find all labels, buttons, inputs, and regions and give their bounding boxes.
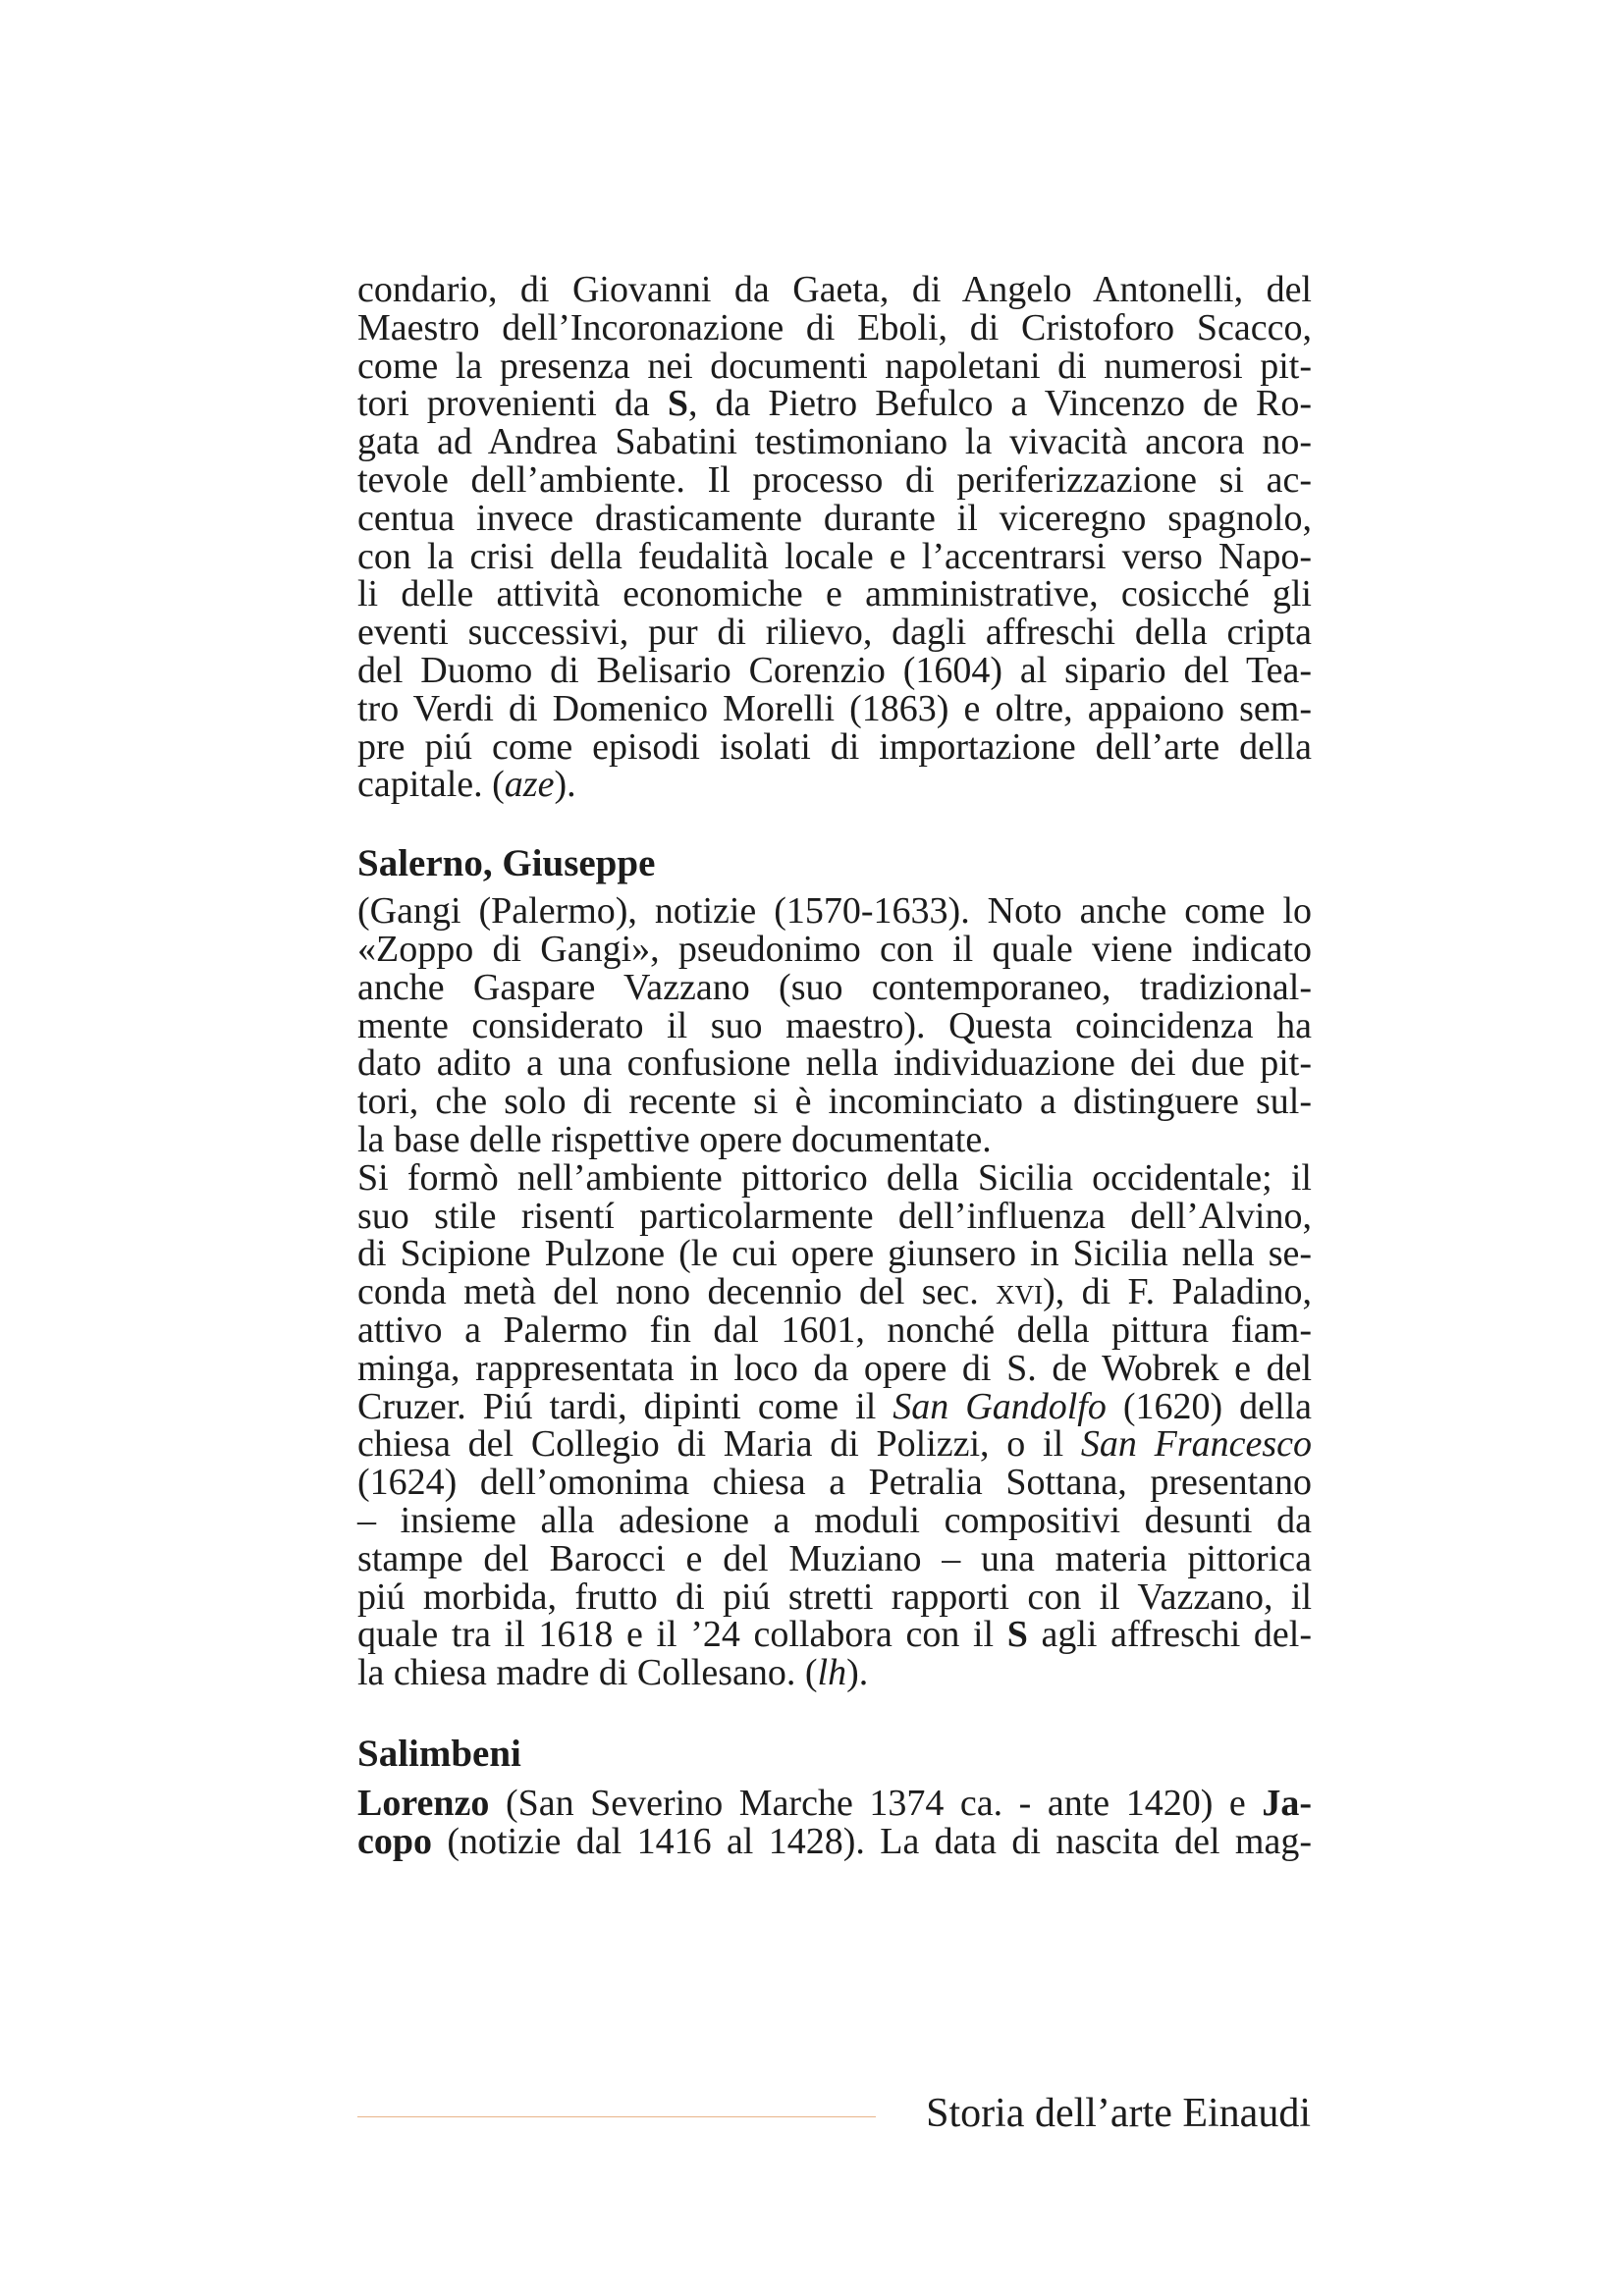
text-span: (notizie dal 1416 al 1428). La data di nascita del mag- bbox=[432, 1820, 1312, 1862]
text-line: eventi successivi, pur di rilievo, dagli affreschi della cripta bbox=[357, 612, 1312, 654]
text-line: «Zoppo di Gangi», pseudonimo con il quale viene indicato bbox=[357, 928, 1312, 970]
text-line: Maestro dell’Incoronazione di Eboli, di Cristoforo Scacco, bbox=[357, 306, 1312, 348]
text-line: Si formò nell’ambiente pittorico della Sicilia occidentale; il bbox=[357, 1156, 1312, 1199]
text-line bbox=[357, 385, 1312, 423]
text-line: come la presenza nei documenti napoletani di numerosi pit- bbox=[357, 345, 1312, 387]
text-line: (1624) dell’omonima chiesa a Petralia Sottana, presentano bbox=[357, 1462, 1312, 1504]
entry-heading-salimbeni: Salimbeni bbox=[357, 1732, 521, 1775]
text-line: anche Gaspare Vazzano (suo contemporaneo, tradizional- bbox=[357, 966, 1312, 1008]
entry-body-salerno bbox=[357, 892, 1312, 1692]
text-line: stampe del Barocci e del Muziano – una materia pittorica bbox=[357, 1537, 1312, 1579]
text-line: gata ad Andrea Sabatini testimoniano la vivacità ancora no- bbox=[357, 421, 1312, 463]
text-line: tevole dell’ambiente. Il processo di periferizzazione si ac- bbox=[357, 458, 1312, 501]
text-line bbox=[357, 1385, 1312, 1427]
text-line: di Scipione Pulzone (le cui opere giunsero in Sicilia nella se- bbox=[357, 1233, 1312, 1275]
text-line: li delle attività economiche e amministrative, cosicché gli bbox=[357, 573, 1312, 615]
text-line: del Duomo di Belisario Corenzio (1604) al sipario del Tea- bbox=[357, 649, 1312, 691]
author-initials: aze bbox=[504, 764, 555, 806]
text-line bbox=[357, 1820, 1312, 1862]
text-line bbox=[357, 766, 1312, 804]
text-line: la base delle rispettive opere documentate. bbox=[357, 1118, 992, 1160]
entry-abbreviation: S bbox=[667, 383, 688, 425]
artwork-title: San Gandolfo bbox=[893, 1385, 1107, 1427]
author-initials: lh bbox=[817, 1652, 847, 1694]
text-span: ). bbox=[554, 764, 576, 806]
text-column bbox=[357, 271, 1312, 1860]
text-line bbox=[357, 1425, 1312, 1464]
text-line: centua invece drasticamente durante il viceregno spagnolo, bbox=[357, 497, 1312, 539]
text-line bbox=[357, 1273, 1312, 1311]
text-line bbox=[357, 1616, 1312, 1654]
text-span: agli affreschi del- bbox=[1027, 1614, 1313, 1656]
text-line: – insieme alla adesione a moduli compositivi desunti da bbox=[357, 1499, 1312, 1541]
text-line: condario, di Giovanni da Gaeta, di Angelo Antonelli, del bbox=[357, 269, 1312, 310]
artist-name: copo bbox=[357, 1820, 432, 1862]
text-span: ). bbox=[846, 1652, 869, 1694]
text-line: piú morbida, frutto di piú stretti rapporti con il Vazzano, il bbox=[357, 1575, 1312, 1618]
entry-body-salimbeni bbox=[357, 1782, 1312, 1862]
text-line: (Gangi (Palermo), notizie (1570-1633). Noto anche come lo bbox=[357, 890, 1312, 933]
text-line: attivo a Palermo fin dal 1601, nonché della pittura fiam- bbox=[357, 1308, 1312, 1351]
entry-abbreviation: S bbox=[1006, 1614, 1028, 1656]
footer-rule bbox=[357, 2116, 876, 2117]
entry-continuation bbox=[357, 271, 1312, 804]
text-line: tro Verdi di Domenico Morelli (1863) e oltre, appaiono sem- bbox=[357, 687, 1312, 729]
text-span: conda metà del nono decennio del sec. bbox=[357, 1271, 997, 1313]
artist-name: Ja- bbox=[1262, 1782, 1312, 1824]
text-span: , da Pietro Befulco a Vincenzo de Ro- bbox=[687, 383, 1312, 425]
text-span: la chiesa madre di Collesano. ( bbox=[357, 1652, 818, 1694]
text-span: quale tra il 1618 e il ’24 collabora con il bbox=[357, 1614, 1007, 1656]
text-span: ), di F. Paladino, bbox=[1043, 1271, 1312, 1313]
text-span: Cruzer. Piú tardi, dipinti come il bbox=[357, 1385, 893, 1427]
entry-heading-salerno: Salerno, Giuseppe bbox=[357, 842, 656, 885]
artist-name: Lorenzo bbox=[357, 1782, 490, 1824]
text-span: chiesa del Collegio di Maria di Polizzi, o il bbox=[357, 1423, 1081, 1466]
text-span: capitale. ( bbox=[357, 764, 505, 806]
text-line: minga, rappresentata in loco da opere di S. de Wobrek e del bbox=[357, 1347, 1312, 1389]
text-span: (San Severino Marche 1374 ca. - ante 1420) e bbox=[489, 1782, 1263, 1824]
century-numeral: xvi bbox=[996, 1271, 1044, 1313]
text-line: mente considerato il suo maestro). Questa coincidenza ha bbox=[357, 1004, 1312, 1046]
text-line: dato adito a una confusione nella individuazione dei due pit- bbox=[357, 1042, 1312, 1085]
text-line: pre piú come episodi isolati di importazione dell’arte della bbox=[357, 725, 1312, 768]
artwork-title: San Francesco bbox=[1080, 1423, 1312, 1466]
text-line: suo stile risentí particolarmente dell’influenza dell’Alvino, bbox=[357, 1195, 1312, 1237]
text-line: tori, che solo di recente si è incominciato a distinguere sul- bbox=[357, 1081, 1312, 1123]
text-line: con la crisi della feudalità locale e l’accentrarsi verso Napo- bbox=[357, 535, 1312, 577]
text-line bbox=[357, 1654, 1312, 1692]
footer-title: Storia dell’arte Einaudi bbox=[926, 2091, 1311, 2136]
text-span: (1620) della bbox=[1106, 1385, 1312, 1427]
text-span: tori provenienti da bbox=[357, 383, 668, 425]
text-line bbox=[357, 1782, 1312, 1824]
